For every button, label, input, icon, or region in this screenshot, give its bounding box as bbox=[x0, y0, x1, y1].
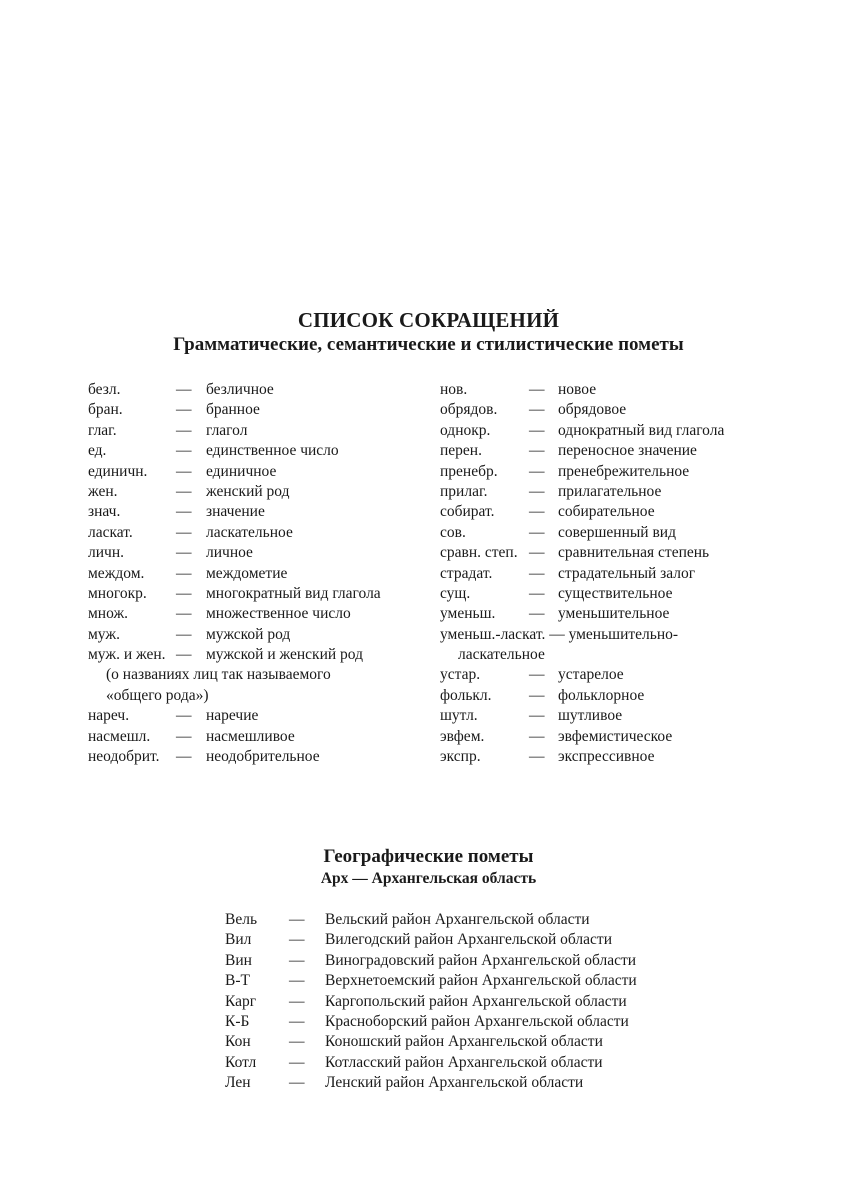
dash: — bbox=[529, 584, 545, 602]
abbreviation: муж. и жен. bbox=[88, 646, 166, 664]
abbreviation: множ. bbox=[88, 605, 129, 623]
abbreviation-row bbox=[440, 441, 780, 461]
geo-name: Виноградовский район Архангельской области bbox=[325, 951, 637, 969]
geo-list bbox=[225, 910, 745, 1094]
abbreviation: междом. bbox=[88, 564, 145, 582]
abbreviation-row bbox=[440, 584, 780, 604]
abbreviation-row bbox=[440, 523, 780, 543]
dash: — bbox=[176, 421, 192, 439]
abbreviation: нов. bbox=[440, 381, 468, 398]
abbreviation-row bbox=[440, 625, 780, 645]
geo-name: Вилегодский район Архангельской области bbox=[325, 931, 612, 949]
expansion: шутливое bbox=[558, 707, 623, 725]
dash: — bbox=[289, 1053, 305, 1071]
abbreviation-row bbox=[88, 482, 428, 502]
abbreviation-row bbox=[88, 584, 428, 604]
abbreviation-row bbox=[440, 502, 780, 522]
geo-name: Верхнетоемский район Архангельской области bbox=[325, 972, 637, 990]
abbreviation-continuation: ласкательное bbox=[458, 646, 545, 664]
dash: — bbox=[529, 523, 545, 541]
dash: — bbox=[176, 503, 192, 521]
dash: — bbox=[176, 646, 192, 664]
abbreviation: многокр. bbox=[88, 584, 147, 602]
expansion: единичное bbox=[206, 462, 277, 480]
dash: — bbox=[529, 748, 545, 766]
abbreviation-row bbox=[88, 645, 428, 665]
abbreviation: прилаг. bbox=[440, 482, 488, 500]
dash: — bbox=[529, 727, 545, 745]
abbreviation-row bbox=[88, 400, 428, 420]
abbreviation: уменьш.-ласкат. bbox=[440, 625, 546, 643]
geo-code: Вель bbox=[225, 911, 258, 928]
expansion: множественное число bbox=[206, 605, 351, 623]
geo-name: Каргопольский район Архангельской области bbox=[325, 992, 627, 1010]
dash: — bbox=[176, 401, 192, 419]
expansion: эвфемистическое bbox=[558, 727, 673, 745]
abbreviation-row bbox=[88, 421, 428, 441]
dash: — bbox=[176, 523, 192, 541]
expansion: мужской род bbox=[206, 625, 291, 643]
abbreviation-row bbox=[88, 502, 428, 522]
abbreviation: личн. bbox=[88, 544, 124, 562]
abbreviation-row bbox=[440, 543, 780, 563]
abbreviation: сов. bbox=[440, 523, 466, 541]
abbreviation: фолькл. bbox=[440, 686, 492, 704]
geo-row bbox=[225, 992, 745, 1012]
geo-code: Вил bbox=[225, 931, 252, 949]
expansion: фольклорное bbox=[558, 686, 645, 704]
abbreviation: бран. bbox=[88, 401, 123, 419]
abbreviation: однокр. bbox=[440, 421, 491, 439]
geo-code: В-Т bbox=[225, 972, 250, 990]
dash: — bbox=[289, 911, 305, 928]
geo-name: Красноборский район Архангельской области bbox=[325, 1012, 629, 1030]
expansion: единственное число bbox=[206, 442, 339, 460]
expansion: уменьшительно- bbox=[568, 625, 679, 643]
expansion: многократный вид глагола bbox=[206, 584, 381, 602]
geo-name: Коношский район Архангельской области bbox=[325, 1033, 603, 1051]
geo-code: Вин bbox=[225, 951, 252, 969]
dash: — bbox=[529, 666, 545, 684]
dash: — bbox=[289, 1033, 305, 1051]
dash: — bbox=[549, 625, 565, 643]
dash: — bbox=[289, 972, 305, 990]
expansion: насмешливое bbox=[206, 727, 295, 745]
geo-code: Карг bbox=[225, 992, 257, 1010]
expansion: значение bbox=[206, 503, 265, 521]
abbreviation-row bbox=[88, 727, 428, 747]
abbreviation: нареч. bbox=[88, 707, 130, 725]
expansion: прилагательное bbox=[558, 482, 662, 500]
abbreviation: страдат. bbox=[440, 564, 493, 582]
geo-row bbox=[225, 1053, 745, 1073]
expansion: совершенный вид bbox=[558, 523, 676, 541]
abbreviation: ед. bbox=[88, 442, 107, 460]
expansion: глагол bbox=[206, 421, 248, 439]
abbreviation-row bbox=[440, 462, 780, 482]
abbreviation-note: «общего рода») bbox=[106, 686, 209, 704]
dash: — bbox=[176, 625, 192, 643]
expansion: бранное bbox=[206, 401, 260, 419]
abbreviation: знач. bbox=[88, 503, 121, 521]
abbreviation: неодобрит. bbox=[88, 748, 160, 766]
dash: — bbox=[529, 381, 545, 398]
abbreviation-row bbox=[440, 604, 780, 624]
abbreviation-row bbox=[440, 421, 780, 441]
dash: — bbox=[289, 931, 305, 949]
dash: — bbox=[529, 707, 545, 725]
geo-code: К-Б bbox=[225, 1012, 250, 1030]
abbreviation-row bbox=[88, 625, 428, 645]
dash: — bbox=[529, 401, 545, 419]
abbreviation-row bbox=[440, 706, 780, 726]
abbreviation: уменьш. bbox=[440, 605, 496, 623]
geo-code: Лен bbox=[225, 1074, 251, 1092]
geo-row bbox=[225, 971, 745, 991]
geo-row bbox=[225, 951, 745, 971]
geo-name: Котласский район Архангельской области bbox=[325, 1053, 603, 1071]
abbreviation: сравн. степ. bbox=[440, 544, 518, 562]
abbreviations-right-column bbox=[440, 380, 780, 767]
abbreviation: пренебр. bbox=[440, 462, 498, 480]
expansion: личное bbox=[206, 544, 253, 562]
dash: — bbox=[289, 1074, 305, 1092]
dash: — bbox=[529, 482, 545, 500]
dash: — bbox=[176, 462, 192, 480]
expansion: обрядовое bbox=[558, 401, 627, 419]
geo-region-heading: Арх — Архангельская область bbox=[320, 870, 537, 887]
abbreviation: сущ. bbox=[440, 584, 471, 602]
dash: — bbox=[529, 503, 545, 521]
dash: — bbox=[176, 727, 192, 745]
abbreviation-row bbox=[88, 564, 428, 584]
dash: — bbox=[176, 605, 192, 623]
abbreviation: единичн. bbox=[88, 462, 148, 480]
geo-row bbox=[225, 930, 745, 950]
abbreviations-left-column bbox=[88, 380, 428, 767]
abbreviation-row bbox=[440, 482, 780, 502]
abbreviation: жен. bbox=[88, 482, 118, 500]
dash: — bbox=[176, 442, 192, 460]
abbreviation-row bbox=[440, 400, 780, 420]
abbreviation: экспр. bbox=[440, 748, 481, 766]
expansion: безличное bbox=[206, 381, 274, 398]
dash: — bbox=[176, 564, 192, 582]
abbreviation: глаг. bbox=[88, 421, 117, 439]
expansion: мужской и женский род bbox=[206, 646, 363, 664]
dash: — bbox=[529, 605, 545, 623]
expansion: междометие bbox=[206, 564, 288, 582]
abbreviation-row bbox=[440, 686, 780, 706]
expansion: новое bbox=[558, 381, 597, 398]
dash: — bbox=[176, 482, 192, 500]
dash: — bbox=[289, 992, 305, 1010]
abbreviation: шутл. bbox=[440, 707, 478, 725]
geo-code: Кон bbox=[225, 1033, 251, 1051]
dash: — bbox=[176, 381, 192, 398]
abbreviation: собират. bbox=[440, 503, 495, 521]
abbreviation-row bbox=[440, 665, 780, 685]
abbreviation-note: (о названиях лиц так называемого bbox=[106, 666, 331, 684]
dash: — bbox=[529, 686, 545, 704]
dash: — bbox=[529, 442, 545, 460]
abbreviation: муж. bbox=[88, 625, 120, 643]
expansion: собирательное bbox=[558, 503, 655, 521]
dash: — bbox=[529, 564, 545, 582]
abbreviation-row bbox=[440, 747, 780, 767]
expansion: однократный вид глагола bbox=[558, 421, 725, 439]
abbreviation-row bbox=[88, 604, 428, 624]
page-subtitle: Грамматические, семантические и стилистические пометы bbox=[173, 334, 684, 355]
abbreviation-row bbox=[88, 462, 428, 482]
expansion: устарелое bbox=[558, 666, 624, 684]
geo-name: Вельский район Архангельской области bbox=[325, 911, 590, 928]
abbreviation-row bbox=[440, 380, 780, 400]
expansion: экспрессивное bbox=[558, 748, 655, 766]
dash: — bbox=[176, 748, 192, 766]
abbreviation: устар. bbox=[440, 666, 481, 684]
dash: — bbox=[176, 707, 192, 725]
expansion: сравнительная степень bbox=[558, 544, 710, 562]
abbreviation-row bbox=[88, 523, 428, 543]
dash: — bbox=[176, 544, 192, 562]
geo-section-title: Географические пометы bbox=[323, 846, 534, 867]
abbreviation: эвфем. bbox=[440, 727, 485, 745]
page-title: СПИСОК СОКРАЩЕНИЙ bbox=[297, 308, 560, 332]
geo-code: Котл bbox=[225, 1053, 257, 1071]
expansion: женский род bbox=[206, 482, 290, 500]
abbreviation: перен. bbox=[440, 442, 482, 460]
dash: — bbox=[529, 544, 545, 562]
abbreviation: обрядов. bbox=[440, 401, 498, 419]
geo-row bbox=[225, 910, 745, 930]
expansion: наречие bbox=[206, 707, 259, 725]
abbreviation-row bbox=[88, 747, 428, 767]
geo-row bbox=[225, 1073, 745, 1093]
dash: — bbox=[289, 1012, 305, 1030]
expansion: существительное bbox=[558, 584, 673, 602]
geo-row bbox=[225, 1032, 745, 1052]
geo-name: Ленский район Архангельской области bbox=[325, 1074, 584, 1092]
geo-row bbox=[225, 1012, 745, 1032]
expansion: неодобрительное bbox=[206, 748, 320, 766]
expansion: пренебрежительное bbox=[558, 462, 690, 480]
expansion: ласкательное bbox=[206, 523, 293, 541]
abbreviation-row bbox=[88, 380, 428, 400]
abbreviation-row bbox=[88, 543, 428, 563]
abbreviation-row bbox=[440, 564, 780, 584]
abbreviation-row bbox=[440, 727, 780, 747]
expansion: уменьшительное bbox=[558, 605, 670, 623]
abbreviation: насмешл. bbox=[88, 727, 151, 745]
expansion: страдательный залог bbox=[558, 564, 696, 582]
dash: — bbox=[176, 584, 192, 602]
dash: — bbox=[289, 951, 305, 969]
dash: — bbox=[529, 421, 545, 439]
abbreviation: ласкат. bbox=[88, 523, 133, 541]
expansion: переносное значение bbox=[558, 442, 697, 460]
abbreviation-row bbox=[88, 706, 428, 726]
abbreviation: безл. bbox=[88, 381, 121, 398]
dash: — bbox=[529, 462, 545, 480]
abbreviation-row bbox=[88, 441, 428, 461]
